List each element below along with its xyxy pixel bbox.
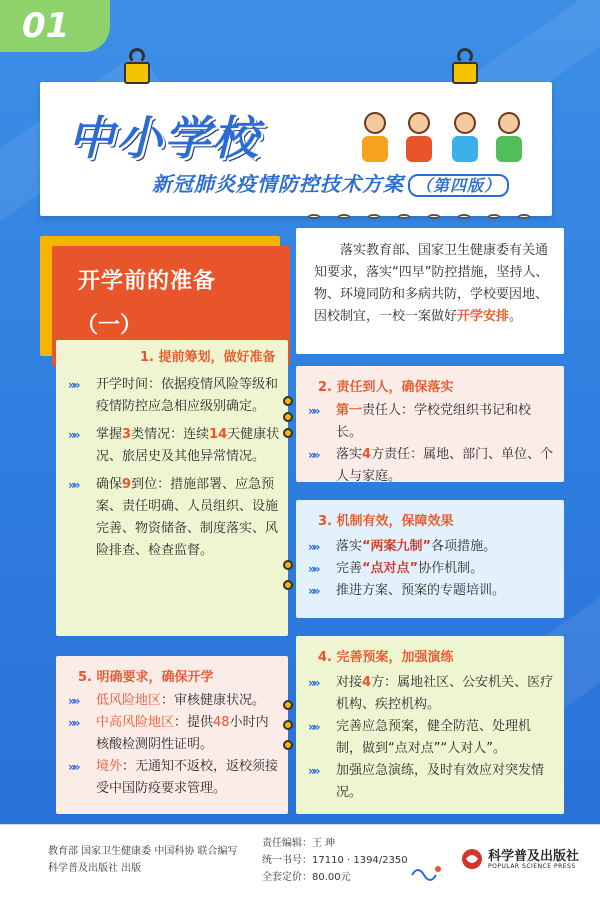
connector-ring-icon (283, 412, 293, 422)
section-1-title: 1. 提前筹划，做好准备 (140, 350, 276, 365)
spiral-binding (488, 214, 500, 225)
intro-paragraph (314, 240, 552, 328)
list-item: »» 低风险地区：审核健康状况。 (66, 690, 280, 712)
section-card-5 (56, 656, 288, 814)
spiral-binding (428, 214, 440, 225)
list-item: »» 境外：无通知不返校，返校须接受中国防疫要求管理。 (66, 756, 280, 800)
publisher-logo-icon (460, 847, 484, 871)
list-item: »» 开学时间：依据疫情风险等级和疫情防控应急相应级别确定。 (66, 374, 280, 418)
spiral-binding (368, 214, 380, 225)
footer-price: 全套定价：80.00元 (262, 872, 351, 883)
publisher-name: 科学普及出版社 (488, 849, 580, 864)
section-header-number: （一） (76, 313, 143, 338)
double-chevron-icon: »» (308, 676, 318, 690)
list-item: »» 加强应急演练，及时有效应对突发情况。 (306, 760, 556, 804)
double-chevron-icon: »» (308, 764, 318, 778)
list-item: »» 第一责任人：学校党组织书记和校长。 (306, 400, 556, 444)
double-chevron-icon: »» (308, 720, 318, 734)
cooperation-logo-icon (408, 861, 444, 881)
section-card-1 (56, 340, 288, 636)
section-5-list (66, 690, 280, 800)
section-2-list (306, 400, 556, 488)
list-item: »» 完善“点对点”协作机制。 (306, 558, 556, 580)
list-item: »» 推进方案、预案的专题培训。 (306, 580, 556, 602)
spiral-binding (338, 214, 350, 225)
footer-org-line1: 教育部 国家卫生健康委 中国科协 联合编写 (48, 846, 238, 857)
footer-isbn: 统一书号：17110 · 1394/2350 (262, 855, 408, 866)
intro-card (296, 228, 564, 354)
spiral-binding (518, 214, 530, 225)
section-3-list (306, 536, 556, 602)
section-card-3 (296, 500, 564, 618)
connector-ring-icon (283, 720, 293, 730)
binder-clip-icon (124, 62, 150, 88)
section-4-list (306, 672, 556, 804)
double-chevron-icon: »» (68, 694, 78, 708)
publisher-name-en: POPULAR SCIENCE PRESS (488, 863, 576, 870)
section-card-4 (296, 636, 564, 814)
double-chevron-icon: »» (308, 404, 318, 418)
section-card-2 (296, 366, 564, 482)
footer-editor: 责任编辑：王 珅 (262, 838, 336, 849)
connector-ring-icon (283, 740, 293, 750)
footer-org-line2: 科学普及出版社 出版 (48, 863, 142, 874)
double-chevron-icon: »» (308, 540, 318, 554)
footer (0, 824, 600, 900)
double-chevron-icon: »» (68, 428, 78, 442)
connector-ring-icon (283, 396, 293, 406)
footer-meta (262, 835, 408, 886)
section-header-title: 开学前的准备 (78, 269, 217, 294)
double-chevron-icon: »» (308, 562, 318, 576)
section-2-title: 2. 责任到人，确保落实 (318, 380, 454, 395)
list-item: »» 确保9到位：措施部署、应急预案、责任明确、人员组织、设施完善、物资储备、制度落实、风险排查、检查监督。 (66, 474, 280, 562)
section-1-list (66, 374, 280, 562)
list-item: »» 中高风险地区：提供48小时内核酸检测阴性证明。 (66, 712, 280, 756)
double-chevron-icon: »» (308, 448, 318, 462)
list-item: »» 落实4方责任：属地、部门、单位、个人与家庭。 (306, 444, 556, 488)
list-item: »» 掌握3类情况：连续14天健康状况、旅居史及其他异常情况。 (66, 424, 280, 468)
intro-highlight: 开学安排 (457, 309, 510, 324)
section-4-title: 4. 完善预案，加强演练 (318, 650, 454, 665)
connector-ring-icon (283, 560, 293, 570)
section-5-title: 5. 明确要求，确保开学 (78, 670, 214, 685)
double-chevron-icon: »» (68, 716, 78, 730)
title-sub-text: 新冠肺炎疫情防控技术方案 (152, 172, 404, 196)
intro-end: 。 (509, 309, 523, 324)
intro-text: 落实教育部、国家卫生健康委有关通知要求，落实“四早”防控措施，坚持人、物、环境同防和多病共防，学校要因地、因校制宜，一校一案做好 (314, 243, 549, 324)
list-item: »» 完善应急预案，健全防范、处理机制，做到“点对点”“人对人”。 (306, 716, 556, 760)
double-chevron-icon: »» (68, 478, 78, 492)
footer-org (48, 843, 238, 877)
title-sub (152, 168, 509, 197)
connector-ring-icon (283, 580, 293, 590)
spiral-binding (458, 214, 470, 225)
title-edition: （第四版） (408, 174, 509, 197)
section-header-block (40, 236, 280, 356)
page-number-tab: 01 (0, 0, 110, 52)
list-item: »» 落实“两案九制”各项措施。 (306, 536, 556, 558)
children-illustration (352, 92, 532, 162)
double-chevron-icon: »» (68, 760, 78, 774)
spiral-binding (308, 214, 320, 225)
binder-clip-icon (452, 62, 478, 88)
title-main: 中小学校 (68, 111, 260, 165)
double-chevron-icon: »» (308, 584, 318, 598)
connector-ring-icon (283, 700, 293, 710)
section-3-title: 3. 机制有效，保障效果 (318, 514, 454, 529)
title-card (40, 82, 552, 216)
double-chevron-icon: »» (68, 378, 78, 392)
list-item: »» 对接4方：属地社区、公安机关、医疗机构、疾控机构。 (306, 672, 556, 716)
connector-ring-icon (283, 428, 293, 438)
spiral-binding (398, 214, 410, 225)
